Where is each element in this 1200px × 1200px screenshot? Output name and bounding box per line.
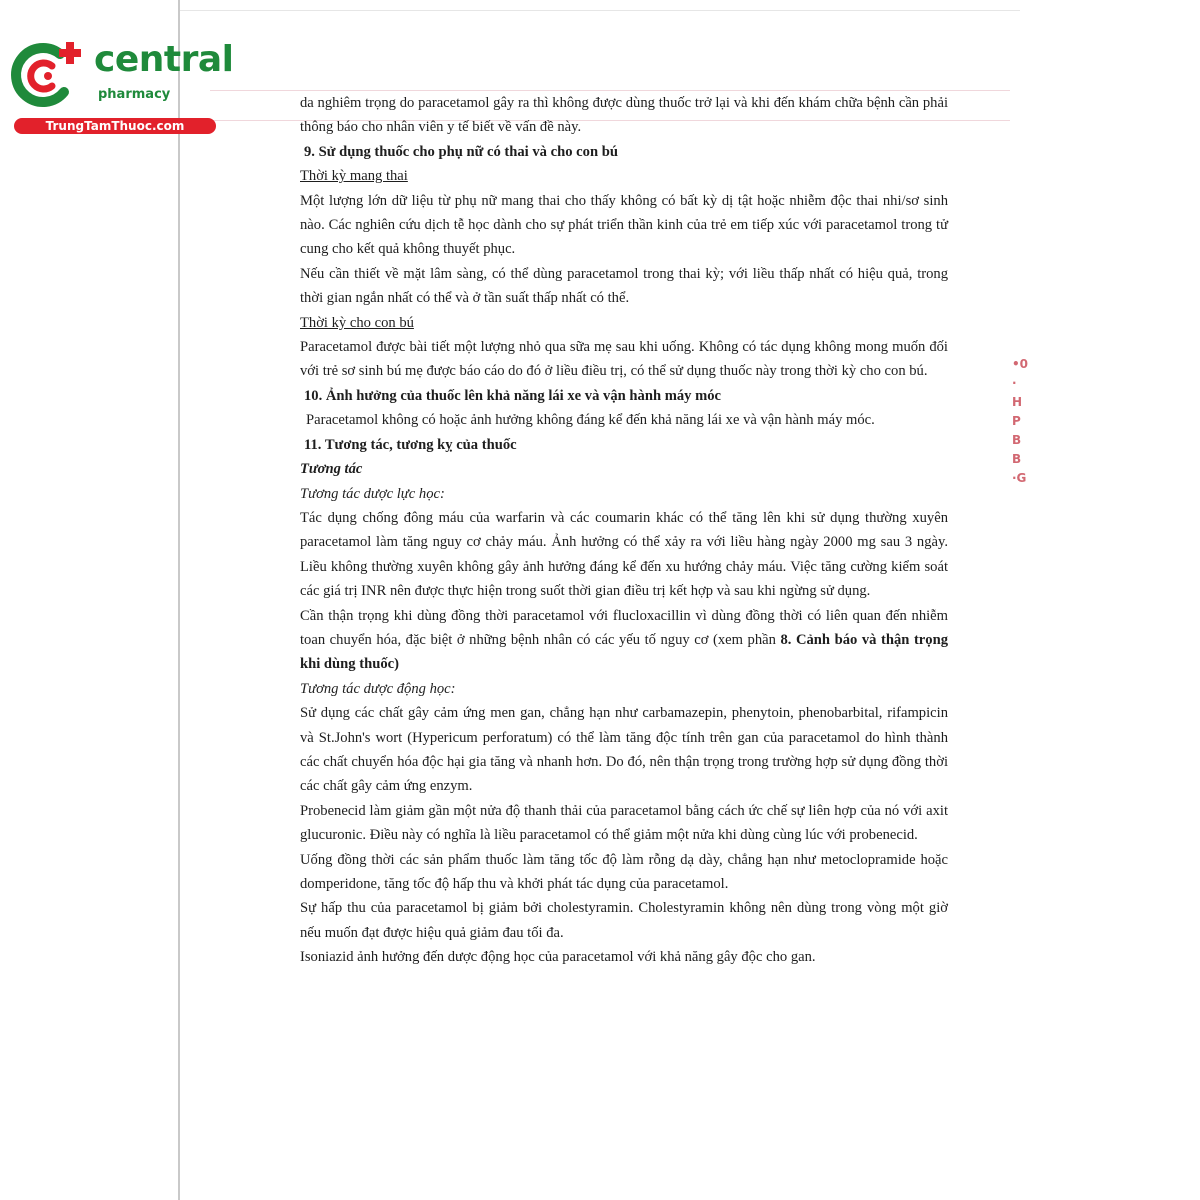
section-heading-10: 10. Ảnh hưởng của thuốc lên khả năng lái xe và vận hành máy móc: [304, 387, 722, 404]
subheading-pharmacokinetic: Tương tác dược động học:: [300, 680, 456, 697]
section-heading-11: 11. Tương tác, tương kỵ của thuốc: [304, 436, 517, 453]
paragraph: Tác dụng chống đông máu của warfarin và các coumarin khác có thể tăng lên khi sử dụng thường xuyên paracetamol làm tăng nguy cơ chảy máu. Ảnh hưởng có thể xảy ra với liều hàng ngày 2000 mg sau 3 ngày. Liều không thường xuyên không gây ảnh hưởng đáng kể đến xu hướng chảy máu. Việc tăng cường kiểm soát các giá trị INR nên được thực hiện trong suốt thời gian điều trị kết hợp và sau khi ngừng sử dụng.: [300, 509, 948, 600]
logo-name: central: [94, 39, 234, 80]
stamp-char: •0: [1012, 357, 1029, 371]
central-pharmacy-logo: [8, 38, 234, 138]
stamp-char: B: [1012, 452, 1022, 466]
page-top-edge: [180, 10, 1020, 11]
stamp-char: H: [1012, 395, 1023, 409]
paragraph-text: Cần thận trọng khi dùng đồng thời paracetamol với flucloxacillin vì dùng đồng thời có liên quan đến nhiễm toan chuyển hóa, đặc biệt ở những bệnh nhân có các yếu tố nguy cơ (xem phần: [300, 607, 948, 648]
paragraph: [300, 604, 948, 677]
edge-stamp-fragment: [1012, 355, 1030, 488]
cross-reference: 8. Cảnh báo và thận trọng khi dùng thuốc): [300, 631, 948, 673]
subheading-pharmacodynamic: Tương tác dược lực học:: [300, 485, 445, 502]
stamp-char: ·: [1012, 376, 1017, 390]
logo-subtitle: pharmacy: [98, 87, 171, 102]
paragraph: Nếu cần thiết về mặt lâm sàng, có thể dùng paracetamol trong thai kỳ; với liều thấp nhất có hiệu quả, trong thời gian ngắn nhất có thể và ở tần suất thấp nhất có thể.: [300, 265, 948, 307]
paragraph: Sự hấp thu của paracetamol bị giảm bởi cholestyramin. Cholestyramin không nên dùng trong vòng một giờ nếu muốn đạt được hiệu quả giảm đau tối đa.: [300, 900, 948, 941]
subheading-breastfeeding: Thời kỳ cho con bú: [300, 314, 414, 331]
logo-c-cross-icon: [8, 40, 88, 110]
paragraph: Paracetamol được bài tiết một lượng nhỏ qua sữa mẹ sau khi uống. Không có tác dụng không mong muốn đối với trẻ sơ sinh bú mẹ được báo cáo do đó ở liều điều trị, có thể sử dụng thuốc này trong thời kỳ cho con bú.: [300, 339, 948, 380]
stamp-char: ·G: [1012, 471, 1027, 485]
logo-website-bar: TrungTamThuoc.com: [14, 118, 216, 134]
document-body: [300, 91, 948, 970]
paragraph: Sử dụng các chất gây cảm ứng men gan, chẳng hạn như carbamazepin, phenytoin, phenobarbital, rifampicin và St.John's wort (Hypericum perforatum) có thể làm tăng độc tính trên gan của paracetamol do hình thành các chất chuyển hóa độc hại gia tăng và nhanh hơn. Do đó, nên thận trọng trong trường hợp sử dụng đồng thời các chất gây cảm ứng enzym.: [300, 705, 948, 795]
subheading-pregnancy: Thời kỳ mang thai: [300, 168, 408, 185]
section-heading-9: 9. Sử dụng thuốc cho phụ nữ có thai và cho con bú: [304, 143, 618, 160]
paragraph: da nghiêm trọng do paracetamol gây ra thì không được dùng thuốc trở lại và khi đến khám chữa bệnh cần phải thông báo cho nhân viên y tế biết về vấn đề này.: [300, 95, 948, 136]
paragraph: Một lượng lớn dữ liệu từ phụ nữ mang thai cho thấy không có bất kỳ dị tật hoặc nhiễm độc thai nhi/sơ sinh nào. Các nghiên cứu dịch tễ học dành cho sự phát triển thần kinh của trẻ em tiếp xúc với paracetamol trong tử cung cho kết quả không thuyết phục.: [300, 192, 948, 258]
stamp-char: B: [1012, 433, 1022, 447]
page-left-edge: [178, 0, 180, 1200]
stamp-char: P: [1012, 414, 1021, 428]
paragraph: Isoniazid ảnh hưởng đến dược động học của paracetamol với khả năng gây độc cho gan.: [300, 949, 816, 966]
subheading-interaction: Tương tác: [300, 461, 363, 478]
paragraph: Uống đồng thời các sản phẩm thuốc làm tăng tốc độ làm rỗng dạ dày, chẳng hạn như metoclopramide hoặc domperidone, tăng tốc độ hấp thu và khởi phát tác dụng của paracetamol.: [300, 851, 948, 892]
paragraph: Probenecid làm giảm gần một nửa độ thanh thải của paracetamol bằng cách ức chế sự liên hợp của nó với axit glucuronic. Điều này có nghĩa là liều paracetamol có thể giảm một nửa khi dùng cùng lúc với probenecid.: [300, 802, 948, 844]
paragraph: Paracetamol không có hoặc ảnh hưởng không đáng kể đến khả năng lái xe và vận hành máy móc.: [306, 412, 875, 429]
